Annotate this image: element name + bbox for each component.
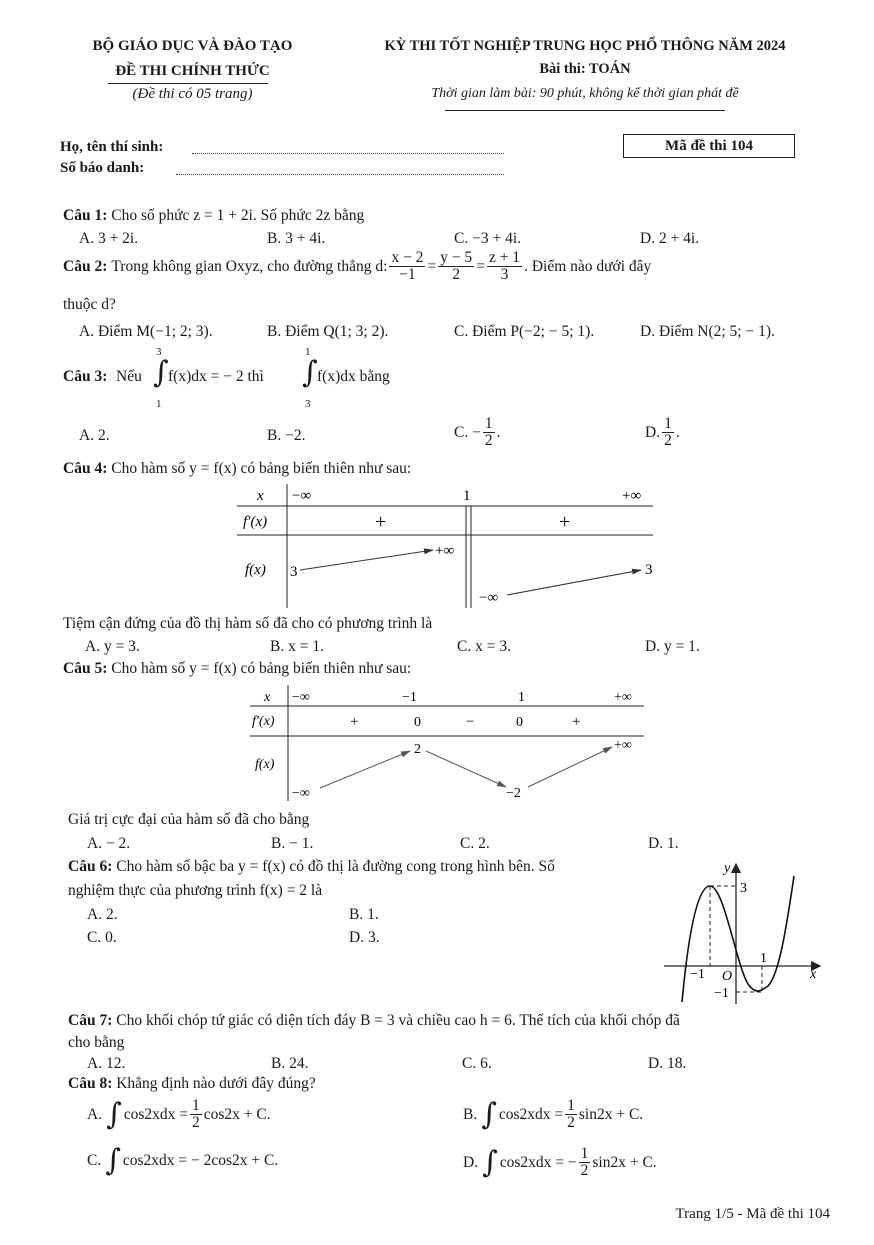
q8-d-den: 2	[580, 1162, 589, 1180]
q8-option-d[interactable]	[463, 1146, 657, 1180]
q5-fprime-plus-2: +	[572, 714, 581, 730]
q8-b-pre: B.	[463, 1105, 478, 1123]
q8-d-num: 1	[580, 1145, 589, 1162]
q8-b-integral-sign: ∫	[481, 1096, 497, 1132]
official-exam-label: ĐỀ THI CHÍNH THỨC	[115, 63, 270, 79]
q2-eq2: =	[476, 257, 485, 275]
q3-lower-limit-1: 1	[156, 398, 162, 410]
q3-integral-sign-2: ∫	[302, 355, 318, 390]
q4-f-val-3-left: 3	[290, 564, 298, 580]
q6-option-b[interactable]: B. 1.	[349, 906, 379, 923]
q4-x-neg-inf: −∞	[292, 488, 312, 504]
q2-f3-den: 3	[500, 266, 509, 284]
q1-option-c[interactable]: C. −3 + 4i.	[454, 230, 522, 247]
q4-option-a[interactable]: A. y = 3.	[85, 638, 140, 655]
q6-option-a[interactable]: A. 2.	[87, 906, 118, 923]
pages-note: (Đề thi có 05 trang)	[132, 86, 253, 102]
q8-label: Câu 8:	[68, 1075, 113, 1092]
q4-f-label: f(x)	[245, 562, 266, 578]
q3-lower-limit-2: 3	[305, 398, 311, 410]
q7-option-a[interactable]: A. 12.	[87, 1055, 126, 1072]
q3-upper-limit-1: 3	[156, 346, 162, 358]
q5-variation-table	[250, 683, 650, 803]
q5-f-max: 2	[414, 742, 421, 757]
q7-label: Câu 7:	[68, 1012, 113, 1029]
q8-b-lhs: cos2xdx =	[498, 1105, 564, 1123]
q3-option-a[interactable]: A. 2.	[79, 427, 110, 444]
q4-option-b[interactable]: B. x = 1.	[270, 638, 324, 655]
q5-option-d[interactable]: D. 1.	[648, 835, 679, 852]
q1-text: Cho số phức z = 1 + 2i. Số phức 2z bằng	[111, 207, 365, 224]
q8-b-den: 2	[567, 1114, 575, 1132]
q8-a-integral-sign: ∫	[106, 1096, 122, 1132]
q6-text1: Cho hàm số bậc ba y = f(x) có đồ thị là đường cong trong hình bên. Số	[116, 858, 555, 875]
q2-text-post: . Điểm nào dưới đây	[524, 257, 652, 275]
q7-stem-line1	[68, 1012, 680, 1030]
q6-cubic-curve	[682, 876, 794, 1002]
q7-option-d[interactable]: D. 18.	[648, 1055, 687, 1072]
q8-a-pre: A.	[87, 1105, 103, 1123]
q4-text: Cho hàm số y = f(x) có bảng biến thiên như sau:	[111, 460, 412, 477]
q5-fprime-zero-1: 0	[414, 715, 421, 730]
q2-option-d[interactable]: D. Điểm N(2; 5; − 1).	[640, 323, 775, 340]
q2-fraction-y	[438, 250, 474, 284]
q6-tick-1-x: 1	[760, 951, 767, 966]
q3-d-num: 1	[664, 415, 672, 432]
q3-upper-limit-2: 1	[305, 346, 311, 358]
q8-b-fraction	[565, 1098, 577, 1132]
q4-table-svg	[237, 482, 657, 612]
q8-option-a[interactable]	[87, 1098, 271, 1132]
q8-a-lhs: cos2xdx =	[123, 1105, 188, 1123]
q2-fraction-z	[487, 250, 522, 284]
q3-c-fraction	[483, 416, 495, 450]
q3-expr-2: f(x)dx bằng	[317, 368, 390, 385]
q5-fprime-zero-2: 0	[516, 715, 523, 730]
q8-d-fraction	[579, 1146, 591, 1180]
q4-x-label: x	[257, 488, 264, 504]
candidate-name-field[interactable]	[192, 153, 504, 154]
q8-c-integral-sign: ∫	[105, 1143, 121, 1178]
q2-option-b[interactable]: B. Điểm Q(1; 3; 2).	[267, 323, 389, 340]
q6-option-c[interactable]: C. 0.	[87, 929, 117, 946]
q6-stem-line2: nghiệm thực của phương trình f(x) = 2 là	[68, 882, 323, 899]
q6-y-label: y	[724, 861, 731, 876]
q2-f3-num: z + 1	[488, 249, 521, 266]
exam-subject: Bài thi: TOÁN	[539, 61, 631, 77]
q5-stem	[63, 660, 411, 678]
q5-fprime-minus: −	[466, 714, 475, 730]
q4-arrow-up-1	[300, 550, 433, 570]
q8-a-rhs: cos2x + C.	[203, 1105, 271, 1123]
q4-x-one: 1	[463, 488, 471, 504]
q5-x-neg-one: −1	[402, 690, 417, 705]
q2-fraction-x	[389, 250, 425, 284]
q3-c-post: .	[496, 423, 501, 441]
q1-option-b[interactable]: B. 3 + 4i.	[267, 230, 326, 247]
ministry-name: BỘ GIÁO DỤC VÀ ĐÀO TẠO	[92, 38, 293, 54]
q5-option-b[interactable]: B. − 1.	[271, 835, 314, 852]
header-right-underline	[445, 110, 725, 111]
q8-text: Khẳng định nào dưới đây đúng?	[116, 1075, 316, 1092]
q6-tick-neg1-x: −1	[690, 967, 705, 982]
q3-label: Câu 3:	[63, 368, 108, 385]
q2-option-c[interactable]: C. Điểm P(−2; − 5; 1).	[454, 323, 595, 340]
q6-x-label: x	[810, 967, 817, 982]
q8-d-lhs: cos2xdx = −	[499, 1153, 577, 1171]
q5-arrow-down	[426, 751, 506, 787]
q5-question: Giá trị cực đại của hàm số đã cho bằng	[68, 811, 310, 828]
q2-f2-den: 2	[452, 266, 461, 284]
q5-x-pos-inf: +∞	[614, 690, 632, 705]
q4-f-val-3-right: 3	[645, 562, 653, 578]
q3-option-d[interactable]	[645, 416, 680, 450]
q2-stem	[63, 250, 651, 284]
q5-x-one: 1	[518, 690, 525, 705]
q4-fprime-label: f′(x)	[243, 514, 268, 530]
q8-b-rhs: sin2x + C.	[578, 1105, 644, 1123]
q6-option-d[interactable]: D. 3.	[349, 929, 380, 946]
q8-option-c[interactable]	[87, 1143, 279, 1178]
q8-a-fraction	[190, 1098, 202, 1132]
q5-label: Câu 5:	[63, 660, 108, 677]
q7-stem-line2: cho bằng	[68, 1034, 125, 1051]
q4-label: Câu 4:	[63, 460, 108, 477]
q6-graph-svg	[660, 856, 830, 1008]
q3-d-pre: D.	[645, 423, 661, 441]
q5-f-label: f(x)	[255, 757, 275, 772]
q5-f-neg-inf: −∞	[292, 786, 310, 801]
q6-stem-line1	[68, 858, 555, 876]
q5-table-svg	[250, 683, 650, 803]
q6-tick-neg1-y: −1	[714, 986, 729, 1001]
q6-graph	[660, 856, 830, 1008]
q4-variation-table	[237, 482, 657, 612]
q6-tick-3: 3	[740, 881, 747, 896]
q7-option-b[interactable]: B. 24.	[271, 1055, 309, 1072]
q3-c-num: 1	[484, 415, 493, 432]
q8-option-b[interactable]	[463, 1098, 643, 1132]
q8-c-pre: C.	[87, 1152, 102, 1169]
q3-c-den: 2	[484, 432, 493, 450]
q5-text: Cho hàm số y = f(x) có bảng biến thiên như sau:	[111, 660, 412, 677]
q5-option-c[interactable]: C. 2.	[460, 835, 490, 852]
candidate-id-field[interactable]	[176, 174, 504, 175]
q8-d-rhs: sin2x + C.	[592, 1153, 657, 1171]
q3-d-fraction	[662, 416, 674, 450]
q2-f2-num: y − 5	[440, 249, 473, 266]
q3-option-b[interactable]: B. −2.	[267, 427, 306, 444]
exam-time: Thời gian làm bài: 90 phút, không kể thời gian phát đề	[431, 86, 739, 101]
q5-fprime-plus-1: +	[350, 714, 359, 730]
q5-f-pos-inf: +∞	[614, 738, 632, 753]
q2-eq1: =	[427, 257, 437, 275]
q3-integral-sign-1: ∫	[153, 355, 169, 390]
q5-option-a[interactable]: A. − 2.	[87, 835, 131, 852]
q7-text1: Cho khối chóp tứ giác có diện tích đáy B = 3 và chiều cao h = 6. Thể tích của khối chóp đã	[116, 1012, 680, 1029]
q5-f-min: −2	[506, 786, 521, 801]
q3-if: Nếu	[116, 368, 142, 385]
q8-c-expr: cos2xdx = − 2cos2x + C.	[122, 1152, 279, 1169]
q4-fprime-sign-2: +	[559, 511, 571, 533]
q8-a-den: 2	[192, 1114, 200, 1132]
q2-text-pre: Trong không gian Oxyz, cho đường thẳng d:	[111, 257, 388, 275]
q4-fprime-sign-1: +	[375, 511, 387, 533]
q2-label: Câu 2:	[63, 257, 108, 275]
q4-f-val-neg-inf: −∞	[479, 590, 499, 606]
page-footer: Trang 1/5 - Mã đề thi 104	[675, 1206, 830, 1222]
q2-option-a[interactable]: A. Điểm M(−1; 2; 3).	[79, 323, 213, 340]
q4-stem	[63, 460, 411, 478]
q6-label: Câu 6:	[68, 858, 113, 875]
q1-option-d[interactable]: D. 2 + 4i.	[640, 230, 700, 247]
q3-d-den: 2	[664, 432, 672, 450]
q6-origin-label: O	[722, 969, 733, 984]
q8-d-pre: D.	[463, 1153, 479, 1171]
q4-x-pos-inf: +∞	[622, 488, 642, 504]
q8-d-integral-sign: ∫	[482, 1144, 498, 1180]
exam-title: KỲ THI TỐT NGHIỆP TRUNG HỌC PHỔ THÔNG NĂM 2024	[384, 38, 786, 54]
q4-arrow-up-2	[507, 570, 641, 595]
q1-label: Câu 1:	[63, 207, 108, 224]
header-left-underline	[108, 83, 268, 84]
q2-f1-num: x − 2	[391, 249, 424, 266]
q3-expr-1: f(x)dx = − 2 thì	[168, 368, 264, 385]
q2-text-line2: thuộc d?	[63, 296, 116, 313]
q5-arrow-up-2	[528, 747, 612, 787]
q7-option-c[interactable]: C. 6.	[462, 1055, 492, 1072]
q1-option-a[interactable]: A. 3 + 2i.	[79, 230, 139, 247]
candidate-name-label: Họ, tên thí sinh:	[60, 139, 164, 155]
q8-a-num: 1	[192, 1097, 200, 1114]
q8-stem	[68, 1075, 316, 1093]
q3-option-c[interactable]	[454, 416, 500, 450]
candidate-id-label: Số báo danh:	[60, 160, 145, 176]
q5-arrow-up-1	[320, 751, 410, 788]
q5-x-neg-inf: −∞	[292, 690, 310, 705]
q5-x-label: x	[264, 690, 271, 705]
q4-f-val-pos-inf: +∞	[435, 543, 455, 559]
q3-d-post: .	[675, 423, 680, 441]
q4-option-c[interactable]: C. x = 3.	[457, 638, 511, 655]
q4-option-d[interactable]: D. y = 1.	[645, 638, 700, 655]
exam-code-box: Mã đề thi 104	[623, 134, 795, 158]
q5-fprime-label: f′(x)	[252, 714, 275, 729]
q8-b-num: 1	[567, 1097, 575, 1114]
q2-f1-den: −1	[399, 266, 416, 284]
q1-stem	[63, 207, 364, 225]
q3-c-pre: C. −	[454, 423, 481, 441]
q4-question: Tiệm cận đứng của đồ thị hàm số đã cho có phương trình là	[63, 615, 433, 632]
